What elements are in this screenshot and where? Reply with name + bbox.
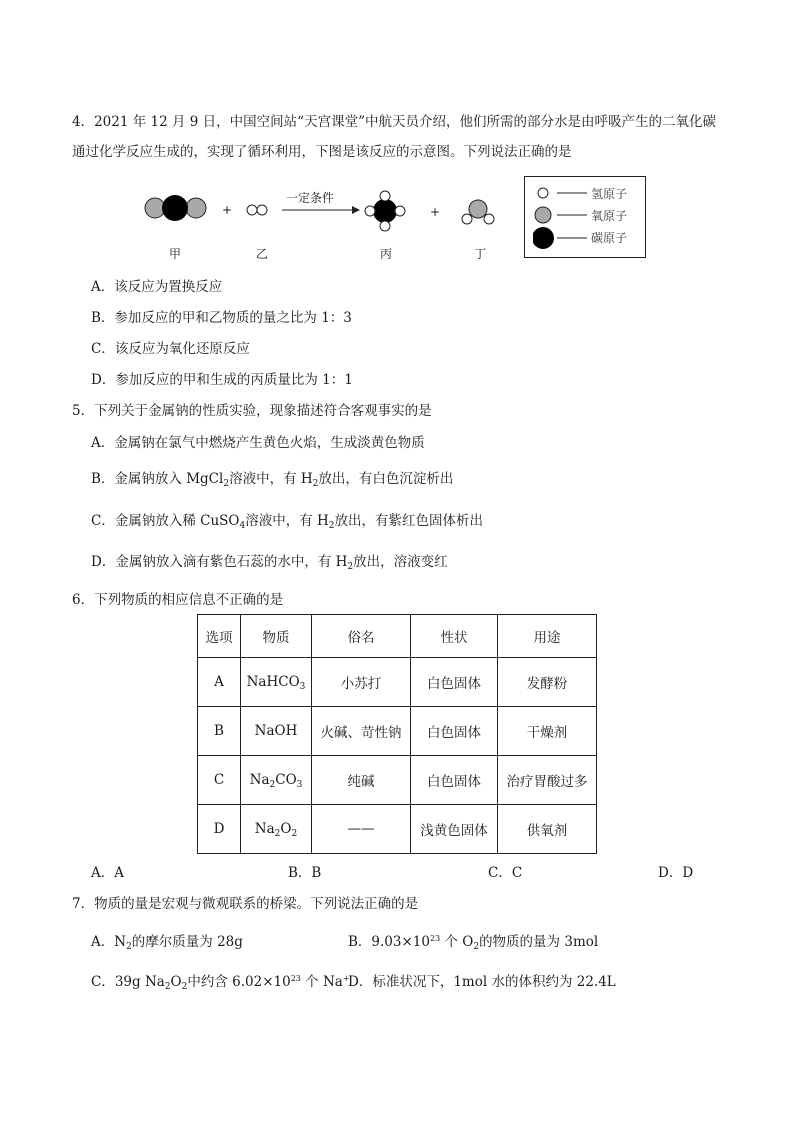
- q7-option-d: D．标准状况下，1mol 水的体积约为 22.4L: [348, 974, 616, 990]
- properties-table: [197, 614, 597, 854]
- q6-option-d: D．D: [658, 865, 694, 881]
- legend-oxygen: [533, 205, 645, 225]
- q6-option-a: A．A: [91, 865, 124, 881]
- cell-use: 治疗胃酸过多: [498, 756, 597, 805]
- legend-hydrogen: [533, 183, 645, 203]
- atom-legend: [524, 176, 646, 258]
- legend-hydrogen-label: 氢原子: [591, 187, 628, 201]
- label-jia: 甲: [169, 247, 182, 261]
- legend-oxygen-label: 氧原子: [591, 209, 628, 223]
- cell-substance: $Na_2O_2$: [241, 805, 312, 854]
- q7-option-c: C．39g $Na_2O_2$中约含 $6.02\times 10^{23}$ 个 Na+: [91, 974, 350, 992]
- q4-option-c: C．该反应为氧化还原反应: [91, 341, 250, 357]
- cell-common-name: ——: [312, 805, 411, 854]
- header-cell: 俗名: [312, 615, 411, 658]
- label-bing: 丙: [380, 247, 393, 261]
- table-row: [198, 658, 597, 707]
- q6-option-c: C．C: [488, 865, 523, 881]
- cell-state: 浅黄色固体: [411, 805, 498, 854]
- cell-common-name: 纯碱: [312, 756, 411, 805]
- label-ding: 丁: [474, 247, 487, 261]
- plus-sign-1: +: [222, 203, 233, 217]
- table-row: [198, 756, 597, 805]
- legend-carbon: [533, 227, 645, 247]
- plus-sign-2: +: [430, 205, 441, 219]
- molecule-bing: [365, 191, 405, 231]
- cell-state: 白色固体: [411, 707, 498, 756]
- q7-option-b: B．$9.03\times 10^{23}$ 个 $O_2$的物质的量为 3mol: [348, 934, 599, 952]
- cell-state: 白色固体: [411, 658, 498, 707]
- q6-stem: 6．下列物质的相应信息不正确的是: [72, 592, 284, 608]
- header-cell: 选项: [198, 615, 241, 658]
- molecule-ding: [462, 200, 494, 224]
- cell-option: D: [198, 805, 241, 854]
- q4-stem-line1: 4．2021 年 12 月 9 日，中国空间站“天宫课堂”中航天员介绍，他们所需的部分水是由呼吸产生的二氧化碳: [72, 114, 716, 130]
- cell-option: C: [198, 756, 241, 805]
- cell-option: A: [198, 658, 241, 707]
- q5-option-d: D．金属钠放入滴有紫色石蕊的水中，有 $H_2$放出，溶液变红: [91, 554, 448, 572]
- q5-option-b: B．金属钠放入 MgCl$_2$溶液中，有 $H_2$放出，有白色沉淀析出: [91, 471, 454, 489]
- label-yi: 乙: [256, 247, 269, 261]
- cell-substance: NaHCO$_3$: [241, 658, 312, 707]
- q4-option-a: A．该反应为置换反应: [91, 279, 223, 295]
- cell-common-name: 小苏打: [312, 658, 411, 707]
- cell-substance: NaOH: [241, 707, 312, 756]
- cell-use: 发酵粉: [498, 658, 597, 707]
- molecule-yi: [247, 205, 267, 215]
- header-cell: 性状: [411, 615, 498, 658]
- table-row: [198, 805, 597, 854]
- cell-common-name: 火碱、苛性钠: [312, 707, 411, 756]
- q5-option-c: C．金属钠放入稀 CuSO$_4$溶液中，有 $H_2$放出，有紫红色固体析出: [91, 513, 484, 531]
- table-header-row: [198, 615, 597, 658]
- table-row: [198, 707, 597, 756]
- q4-option-d: D．参加反应的甲和生成的丙质量比为 1：1: [91, 372, 353, 388]
- q4-option-b: B．参加反应的甲和乙物质的量之比为 1：3: [91, 310, 352, 326]
- legend-carbon-label: 碳原子: [591, 231, 628, 245]
- q6-option-b: B．B: [288, 865, 322, 881]
- cell-state: 白色固体: [411, 756, 498, 805]
- condition-label: 一定条件: [286, 191, 335, 205]
- header-cell: 物质: [241, 615, 312, 658]
- q7-stem: 7．物质的量是宏观与微观联系的桥梁。下列说法正确的是: [72, 896, 419, 912]
- q5-stem: 5．下列关于金属钠的性质实验，现象描述符合客观事实的是: [72, 403, 432, 419]
- cell-substance: $Na_2CO_3$: [241, 756, 312, 805]
- q4-stem-line2: 通过化学反应生成的，实现了循环利用，下图是该反应的示意图。下列说法正确的是: [72, 144, 572, 160]
- molecule-jia: [145, 195, 206, 221]
- header-cell: 用途: [498, 615, 597, 658]
- q7-option-a: A．$N_2$的摩尔质量为 28g: [91, 934, 243, 952]
- cell-use: 供氧剂: [498, 805, 597, 854]
- cell-option: B: [198, 707, 241, 756]
- cell-use: 干燥剂: [498, 707, 597, 756]
- q5-option-a: A．金属钠在氯气中燃烧产生黄色火焰，生成淡黄色物质: [91, 435, 425, 451]
